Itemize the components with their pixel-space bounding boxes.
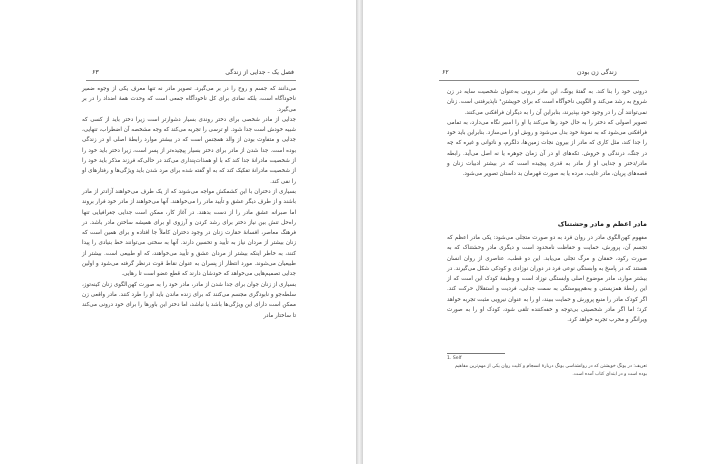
page-number-right: ۶۲ xyxy=(442,69,449,76)
left-paragraph-4: بسیاری از زنان جوان برای جدا شدن از مادر، مادر خود را به صورت کهن‌الگوی زنان کینه‌توز، سلطه‌جو و نابودگری مجسم می‌کنند که برای زنده ماندن باید او را طرد کنند. مادر واقعی زن ممکن است دارای این ویژگی‌ها باشد یا نباشد، اما دختر این باورها را برای خود درونی می‌کند تا ساختار مادر xyxy=(82,281,296,319)
right-page xyxy=(363,0,718,464)
left-page xyxy=(0,0,356,464)
running-head-left: فصل یک - جدایی از زندگی xyxy=(225,69,294,76)
footnote-text: تعریف: در یونگ خویشتن که در روانشناسی یونگ دربارهٔ انسجام و کلیت روان یکی از مهم‌ترین مفاهیم بوده است و در ابتدای کتاب آمده است. xyxy=(454,364,647,377)
left-paragraph-1: می‌دانند که جسم و روح را در بر می‌گیرد. تصویر مادر نه تنها معرف یکی از وجوه ضمیر ناخودآگاه است، بلکه نمادی برای کل ناخودآگاه جمعی است که وحدت همهٔ اضداد را در بر می‌گیرد. xyxy=(82,86,296,113)
book-gutter xyxy=(356,0,363,464)
right-paragraph-2: تصویر اصولی که دختر را به حال خود رها می‌کند یا او را اسیر نگاه می‌دارد، به تمامی فرافکنی می‌شود که به نمونهٔ خود بدل می‌شود و روش او را می‌سازد. بنابراین باید خود را جدا کند، مثل کاری که مادر از بیرون نجات زمین‌ها، دلگرم، و ناتوانی و غیره که چه در جنگ، درندگی و خروش. تکه‌های او در آن زمان جوهره یا نه اصل می‌آید. رابطه مادر/دختر و جدایی او از مادر به قدری پیچیده است که در بیشتر ادبیات زنان و قصه‌های پریان، مادر غایب، مرده یا به صورت قهرمان بد داستان تصویر می‌شود. xyxy=(447,119,647,178)
footnote-rule xyxy=(447,353,505,354)
left-paragraph-2: جدایی از مادر شخصی برای دختر روندی بسیار دشوارتر است زیرا دختر باید از کسی که شبیه خودش است جدا شود. او ترسی را تجربه می‌کند که وجه مشخصه آن اضطراب، تنهایی، جدایی و متفاوت بودن از والد همجنس است که در بیشتر موارد رابطهٔ اصلی او در زندگی بوده است. جدا شدن از مادر برای دختر بسیار پیچیده‌تر از پسر است، زیرا دختر باید خود را از شخصیت مادرانهٔ جدا کند که با او همذات‌پنداری می‌کند در حالی‌که فرزند مذکر باید خود را از شخصیت مادرانهٔ تفکیک کند که به او گفته شده برای مرد شدن باید ویژگی‌ها و رفتارهای او را نفی کند. xyxy=(82,116,296,185)
right-section-paragraph-1: مفهوم کهن‌الگوی مادر در روان فرد به دو صورت متجلی می‌شود: یکی مادر اعظم که تجسم آن، پرورش، حمایت و حفاظت نامحدود است و دیگری مادر وحشتناک که به صورت رکود، خفقان و مرگ تجلی می‌یابد. این دو قطب، عناصری از روان انسان هستند که در پاسخ به وابستگی نوعی فرد در دوران نوزادی و کودکی شکل می‌گیرند. در بیشتر موارد، مادر موضوع اصلی وابستگی نوزاد است و وظیفهٔ کودک این است که از این رابطهٔ همزیستی و به‌هم‌پیوستگی به سمت جدایی، فردیت و استقلال حرکت کند. اگر کودک مادر را منبع پرورش و حمایت ببیند، او را به عنوان نیرویی مثبت تجربه خواهد کرد؛ اما اگر مادر شخصیتی بی‌توجه و خفه‌کننده تلقی شود، کودک او را به صورت ویرانگر و مخرب تجربه خواهد کرد. xyxy=(447,235,647,324)
left-paragraph-3: بسیاری از دختران با این کشمکش مواجه می‌شوند که از یک طرف می‌خواهند آزادتر از مادر باشند و از طرف دیگر عشق و تأیید مادر را می‌خواهند. آنها می‌خواهند از مادر خود فرار بروند اما صبرانه عشق مادر را از دست بدهند. در آغاز کار، ممکن است جدایی جغرافیایی تنها راه‌حل تنش بین نیاز دختر برای رشد کردن و آرزوی او برای همیشه ساختن مادر باشد. در فرهنگ معاصر، افسانهٔ حقارت زنان در وجود دختران کاملاً جا افتاده و برای همین است که زنان بیشتر از مردان نیاز به تأیید و تحسین دارند. آنها به سختی می‌توانند خط بنیادی را پیدا کنند، به خاطر اینکه بیشتر از مردان عشق و تأیید می‌خواهند، که او طبیعی است. بیشتر از طبیعیان می‌شوند. مورد انتظار از پسران به عنوان نقاط قوت درنظر گرفته می‌شود و اولین جدایی تصمیم‌هایی می‌خواهد که خودشان دارند که قطع عضو است تا رهایی. xyxy=(82,188,296,278)
right-body-text xyxy=(447,87,647,180)
left-body-text xyxy=(82,84,296,321)
section-heading: مادر اعظم و مادر وحشتناک xyxy=(557,220,647,228)
right-paragraph-1: درونی خود را بنا کند. به گفتهٔ یونگ، این مادر درونی به‌عنوان شخصیت سایه در زن شروع به رشد می‌کند و الگویی ناخوآگاه است که برای خویشتن¹ ناپذیرفتنی است. زنان نمی‌توانند آن را در وجود خود بپذیرند، بنابراین آن را به دیگران فرافکنی می‌کنند. xyxy=(447,89,647,116)
header-rule-left xyxy=(86,80,296,81)
page-number-left: ۶۳ xyxy=(92,69,99,76)
right-section-text xyxy=(447,233,647,326)
header-rule-right xyxy=(439,80,639,81)
running-head-right: زندگی زن بودن xyxy=(577,69,617,76)
footnote-reference: 1. Self xyxy=(447,356,462,361)
